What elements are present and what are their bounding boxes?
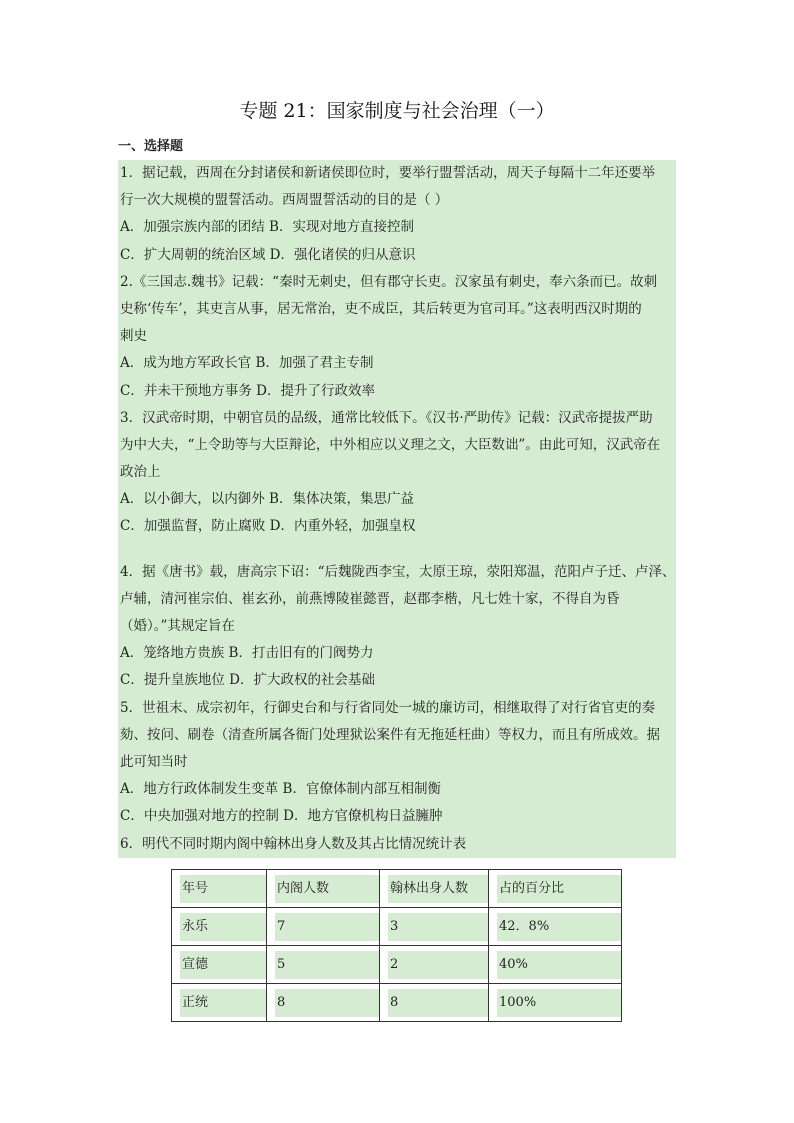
table-row xyxy=(172,946,622,984)
text-line: A．成为地方军政长官 B．加强了君主专制 xyxy=(118,350,676,377)
text-line: 刺史 xyxy=(118,323,676,350)
text-line: C．并未干预地方事务 D．提升了行政效率 xyxy=(118,378,676,405)
table-cell: 100% xyxy=(497,989,621,1017)
text-line: 5．世祖末、成宗初年，行御史台和与行省同处一城的廉访司，相继取得了对行省官吏的奏 xyxy=(118,695,676,722)
table-cell: 永乐 xyxy=(180,913,266,941)
table-cell: 8 xyxy=(275,989,379,1017)
table-header-cell: 翰林出身人数 xyxy=(388,875,488,903)
table-cell: 40% xyxy=(497,951,621,979)
text-line: 行一次大规模的盟誓活动。西周盟誓活动的目的是（ ） xyxy=(118,187,676,214)
text-line: A．笼络地方贵族 B．打击旧有的门阀势力 xyxy=(118,640,676,667)
text-line: A．地方行政体制发生变革 B．官僚体制内部互相制衡 xyxy=(118,776,676,803)
table-cell: 3 xyxy=(388,913,488,941)
table-cell: 42．8% xyxy=(497,913,621,941)
section-heading: 一、选择题 xyxy=(118,139,184,154)
table-row xyxy=(172,984,622,1022)
text-line: 1．据记载，西周在分封诸侯和新诸侯即位时，要举行盟誓活动，周天子每隔十二年还要举 xyxy=(118,160,676,187)
table-cell: 2 xyxy=(388,951,488,979)
table-cell: 宣德 xyxy=(180,951,266,979)
text-line: C．加强监督，防止腐败 D．内重外轻，加强皇权 xyxy=(118,513,676,540)
text-line: C．扩大周朝的统治区域 D．强化诸侯的归从意识 xyxy=(118,242,676,269)
text-line: （婚）。”其规定旨在 xyxy=(118,613,676,640)
text-line: C．提升皇族地位 D．扩大政权的社会基础 xyxy=(118,667,676,694)
text-line: 6．明代不同时期内阁中翰林出身人数及其占比情况统计表 xyxy=(118,831,676,858)
text-line: 此可知当时 xyxy=(118,749,676,776)
text-line: A．加强宗族内部的团结 B．实现对地方直接控制 xyxy=(118,214,676,241)
text-line: 劾、按问、刷卷（清查所属各衙门处理狱讼案件有无拖延枉曲）等权力，而且有所成效。据 xyxy=(118,722,676,749)
table-row xyxy=(172,908,622,946)
text-line xyxy=(118,541,676,559)
text-line: 为中大夫，“上令助等与大臣辩论，中外相应以义理之文，大臣数诎”。由此可知，汉武帝在 xyxy=(118,432,676,459)
page-title: 专题 21：国家制度与社会治理（一） xyxy=(239,100,555,122)
text-line: 2.《三国志.魏书》记载：“秦时无刺史，但有郡守长吏。汉家虽有刺史，奉六条而已。故刺 xyxy=(118,269,676,296)
table-cell: 8 xyxy=(388,989,488,1017)
text-line: 政治上 xyxy=(118,459,676,486)
table-header-cell: 内阁人数 xyxy=(275,875,379,903)
text-line: 卢辅，清河崔宗伯、崔玄孙，前燕博陵崔懿晋，赵郡李楷，凡七姓十家，不得自为昏 xyxy=(118,586,676,613)
text-line: 3．汉武帝时期，中朝官员的品级，通常比较低下。《汉书·严助传》记载：汉武帝提拔严助 xyxy=(118,405,676,432)
table-header-cell: 占的百分比 xyxy=(497,875,621,903)
table-header-row xyxy=(172,870,622,908)
text-line: 4．据《唐书》载，唐高宗下诏：“后魏陇西李宝，太原王琼，荥阳郑温，范阳卢子迁、卢泽、 xyxy=(118,559,676,586)
table-header-cell: 年号 xyxy=(180,875,266,903)
table-cell: 5 xyxy=(275,951,379,979)
text-line: C．中央加强对地方的控制 D．地方官僚机构日益臃肿 xyxy=(118,803,676,830)
table-cell: 正统 xyxy=(180,989,266,1017)
text-line: A．以小御大，以内御外 B．集体决策，集思广益 xyxy=(118,486,676,513)
table-cell: 7 xyxy=(275,913,379,941)
statistics-table xyxy=(171,869,622,1022)
text-line: 史称‘传车’，其吏言从事，居无常治，吏不成臣，其后转更为官司耳。”这表明西汉时期的 xyxy=(118,296,676,323)
question-body xyxy=(118,160,676,858)
